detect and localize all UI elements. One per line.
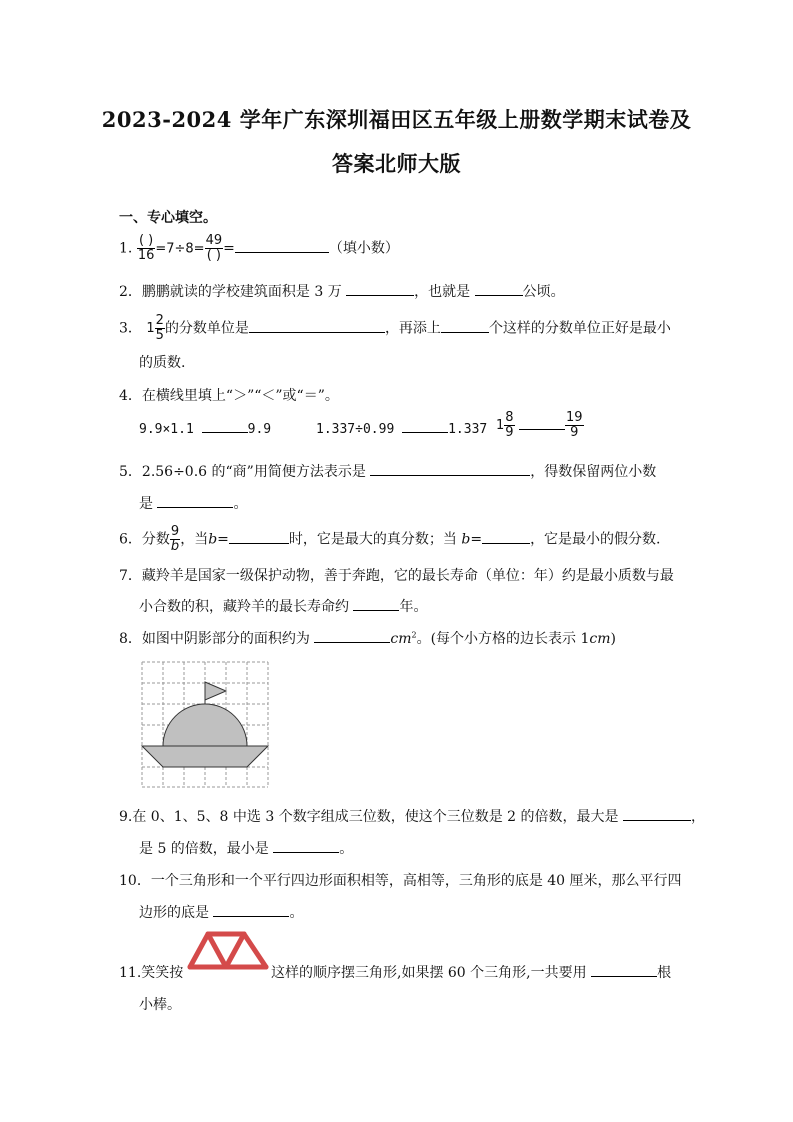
q4-e3-rden: 9 — [570, 425, 579, 440]
q4-e3-num: 8 — [505, 410, 514, 425]
shaded-flag — [205, 682, 226, 700]
q3-text-b: ，再添上 — [384, 320, 441, 337]
q11-text-b: 这样的顺序摆三角形,如果摆 60 个三角形,一共要用 — [271, 965, 587, 981]
q1-equals: = — [223, 240, 235, 257]
question-6 — [119, 525, 661, 554]
page-title-line2: 答案北师大版 — [332, 151, 461, 176]
q8-text-a: 8．如图中阴影部分的面积约为 — [119, 631, 310, 647]
question-2 — [119, 281, 565, 301]
q10-blank[interactable] — [213, 902, 289, 917]
question-11-main — [271, 962, 671, 982]
q8-text-c: ) — [610, 631, 617, 647]
q9-text-c: 是 5 的倍数，最小是 — [139, 841, 269, 857]
q3-frac-den: 5 — [155, 328, 164, 343]
q9-text-b: ， — [690, 809, 705, 825]
q1-fraction-2 — [205, 234, 224, 263]
q11-blank[interactable] — [591, 962, 657, 977]
q6-frac-den: b — [170, 539, 180, 554]
q7-blank[interactable] — [353, 596, 399, 611]
question-3 — [119, 314, 671, 343]
q10-text-b: 边形的底是 — [139, 905, 209, 921]
q8-unit-sup: 2 — [411, 630, 417, 640]
q8-blank[interactable] — [314, 628, 390, 643]
q11-continuation: 小棒。 — [139, 997, 181, 1013]
question-7: 7．藏羚羊是国家一级保护动物，善于奔跑，它的最长寿命（单位：年）约是最小质数与最 — [119, 568, 674, 584]
q6-frac-num: 9 — [170, 524, 180, 539]
q8-unit: cm — [390, 631, 412, 647]
q4-e3-den: 9 — [505, 425, 514, 440]
q4-expr-1 — [139, 418, 271, 437]
q11-text-c: 根 — [657, 965, 672, 981]
q4-blank-1[interactable] — [202, 418, 248, 433]
q6-text-c: = — [217, 531, 229, 548]
question-1 — [119, 234, 399, 263]
q2-blank-2[interactable] — [475, 281, 523, 296]
matchstick-triangles-figure — [186, 929, 270, 971]
q9-continuation — [139, 838, 353, 858]
q6-var-1: b — [208, 531, 218, 548]
q7-continuation — [139, 596, 427, 616]
q5-text-c: 是 — [139, 496, 153, 512]
q1-frac2-den: ( ) — [206, 248, 221, 263]
q2-text-b: ，也就是 — [414, 284, 471, 300]
q1-frac2-num: 49 — [205, 233, 223, 248]
q4-e3-rnum: 19 — [566, 410, 583, 425]
q5-continuation — [139, 493, 247, 513]
q2-text-c: 公顷。 — [522, 284, 565, 300]
q2-blank-1[interactable] — [346, 281, 414, 296]
q4-e2-right: 1.337 — [448, 422, 488, 437]
q6-text-e: = — [470, 531, 483, 548]
q6-blank-2[interactable] — [482, 529, 530, 544]
q4-e3-fraction-right — [565, 411, 584, 440]
q1-middle: =7÷8= — [155, 241, 205, 257]
q1-answer-blank[interactable] — [235, 238, 329, 253]
q4-blank-2[interactable] — [402, 418, 448, 433]
q3-blank-1[interactable] — [249, 318, 385, 333]
q6-fraction — [170, 525, 180, 554]
q1-fraction-1 — [137, 234, 156, 263]
q8-text-b: 。(每个小方格的边长表示 1 — [416, 631, 590, 647]
q3-fraction — [155, 314, 165, 343]
q3-continuation: 的质数. — [139, 355, 186, 371]
q3-number: 3． — [119, 320, 142, 337]
q10-continuation — [139, 902, 303, 922]
q6-var-2: b — [461, 531, 471, 548]
q4-expr-3 — [496, 411, 584, 440]
q5-text-b: ，得数保留两位小数 — [530, 464, 657, 480]
q6-text-f: ，它是最小的假分数. — [530, 531, 661, 548]
q1-number: 1. — [119, 240, 133, 257]
q8-cm: cm — [589, 631, 611, 647]
q4-expr-2 — [316, 418, 487, 437]
q8-grid-figure — [140, 660, 272, 790]
q3-frac-num: 2 — [155, 313, 164, 328]
q7-text-c: 年。 — [399, 599, 428, 615]
q3-text-c: 个这样的分数单位正好是最小 — [488, 320, 671, 337]
question-8 — [119, 628, 616, 648]
q1-frac1-num: ( ) — [137, 234, 156, 249]
q6-text-d: 时，它是最大的真分数；当 — [288, 531, 457, 548]
q6-blank-1[interactable] — [229, 529, 289, 544]
q3-text-a: 的分数单位是 — [164, 320, 249, 337]
q4-blank-3[interactable] — [519, 415, 565, 430]
question-9 — [119, 806, 705, 826]
q9-text-a: 9.在 0、1、5、8 中选 3 个数字组成三位数，使这个三位数是 2 的倍数，最大是 — [119, 809, 619, 825]
q4-e2-left: 1.337÷0.99 — [316, 422, 395, 437]
q3-whole: 1 — [146, 321, 155, 336]
q5-blank-2[interactable] — [157, 493, 233, 508]
q4-e3-whole: 1 — [496, 418, 505, 433]
question-4-intro: 4．在横线里填上“＞”“＜”或“＝”。 — [119, 388, 339, 404]
q5-text-a: 5．2.56÷0.6 的“商”用简便方法表示是 — [119, 464, 366, 480]
q5-blank-1[interactable] — [370, 461, 530, 476]
q6-text-a: 6．分数 — [119, 531, 170, 548]
q6-text-b: ，当 — [180, 531, 209, 548]
q4-e1-left: 9.9×1.1 — [139, 422, 194, 437]
q4-e3-fraction-left — [504, 411, 514, 440]
question-11-lead: 11.笑笑按 — [119, 965, 184, 981]
q3-blank-2[interactable] — [441, 318, 489, 333]
q9-blank-2[interactable] — [273, 838, 339, 853]
q9-blank-1[interactable] — [623, 806, 691, 821]
question-5 — [119, 461, 656, 481]
shaded-hull — [142, 746, 268, 767]
q5-text-d: 。 — [233, 496, 248, 512]
section-heading: 一、专心填空。 — [119, 210, 217, 226]
question-10: 10．一个三角形和一个平行四边形面积相等，高相等，三角形的底是 40 厘米，那么平行四 — [119, 873, 682, 889]
q10-text-c: 。 — [289, 905, 304, 921]
q4-e1-right: 9.9 — [247, 422, 272, 437]
page-title-line1: 2023-2024 学年广东深圳福田区五年级上册数学期末试卷及 — [101, 107, 692, 132]
q7-text-b: 小合数的积，藏羚羊的最长寿命约 — [139, 599, 349, 615]
q1-frac1-den: 16 — [137, 248, 155, 263]
q1-tail: （填小数） — [328, 240, 399, 257]
q2-text-a: 2．鹏鹏就读的学校建筑面积是 3 万 — [119, 284, 342, 300]
q9-text-d: 。 — [339, 841, 354, 857]
shaded-dome — [163, 704, 247, 746]
